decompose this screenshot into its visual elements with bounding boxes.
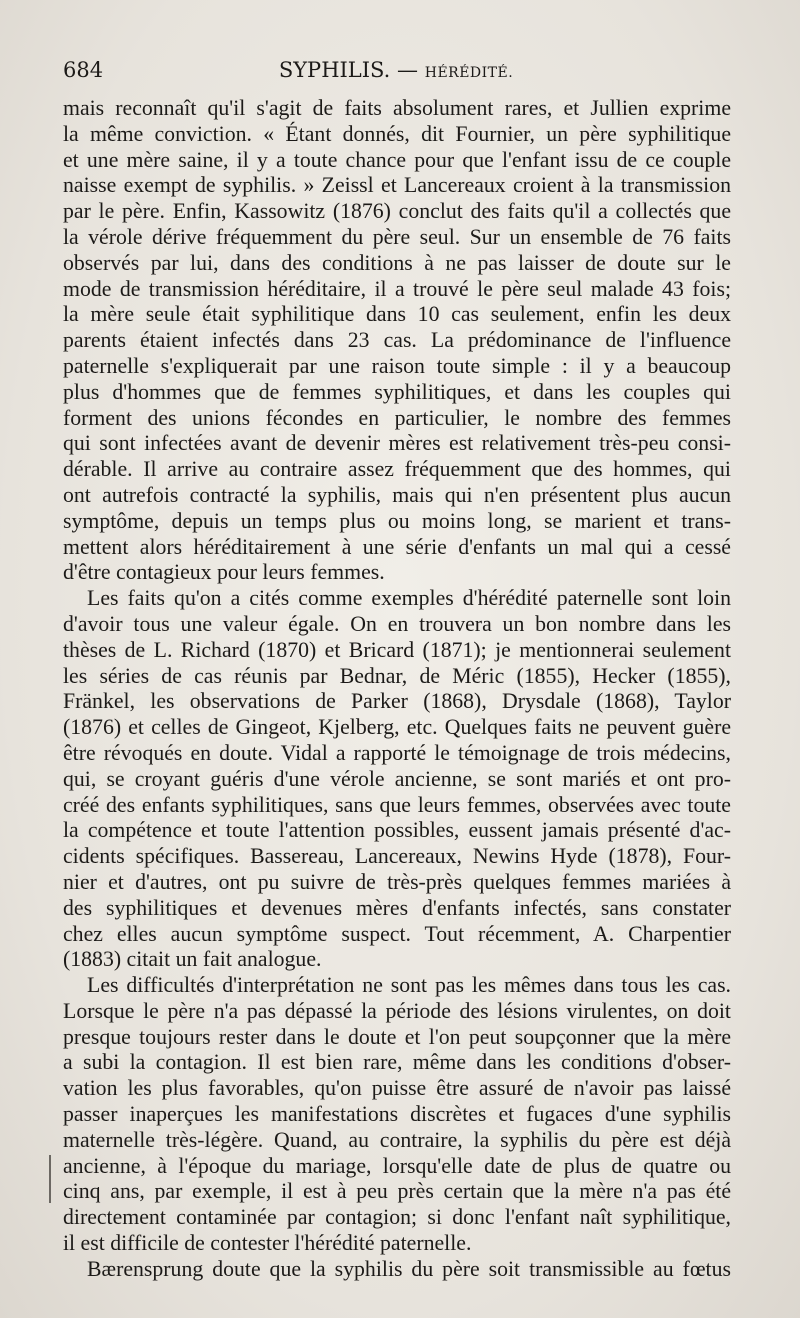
text-line: presque toujours rester dans le doute et l'on peut soupçonner que la mère bbox=[63, 1024, 731, 1049]
text-line: et une mère saine, il y a toute chance pour que l'enfant issu de ce couple bbox=[63, 147, 731, 172]
text-line: symptôme, depuis un temps plus ou moins long, se marient et trans- bbox=[63, 508, 731, 533]
text-line: cidents spécifiques. Bassereau, Lancereaux, Newins Hyde (1878), Four- bbox=[63, 844, 731, 869]
text-line: la vérole dérive fréquemment du père seul. Sur un ensemble de 76 faits bbox=[63, 224, 731, 249]
text-line: paternelle s'expliquerait par une raison toute simple : il y a beaucoup bbox=[63, 353, 731, 378]
text-line: la mère seule était syphilitique dans 10 cas seulement, enfin les deux bbox=[63, 302, 731, 327]
text-line: plus d'hommes que de femmes syphilitiques, et dans les couples qui bbox=[63, 379, 731, 404]
text-line: ancienne, à l'époque du mariage, lorsqu'elle date de plus de quatre ou bbox=[63, 1153, 731, 1178]
running-title-separator: — bbox=[397, 58, 419, 82]
text-line: la compétence et toute l'attention possibles, eussent jamais présenté d'ac- bbox=[63, 818, 731, 843]
text-line: dérable. Il arrive au contraire assez fréquemment que des hommes, qui bbox=[63, 457, 731, 482]
paragraph bbox=[63, 973, 731, 1257]
page-number: 684 bbox=[63, 58, 104, 82]
text-line: des syphilitiques et devenues mères d'enfants infectés, sans constater bbox=[63, 895, 731, 920]
text-line: Les faits qu'on a cités comme exemples d'hérédité paternelle sont loin bbox=[87, 586, 731, 611]
text-line: directement contaminée par contagion; si donc l'enfant naît syphilitique, bbox=[63, 1205, 731, 1230]
text-line: parents étaient infectés dans 23 cas. La prédominance de l'influence bbox=[63, 328, 731, 353]
text-line: mode de transmission héréditaire, il a trouvé le père seul malade 43 fois; bbox=[63, 276, 731, 301]
text-line: thèses de L. Richard (1870) et Bricard (1871); je mentionnerai seulement bbox=[63, 637, 731, 662]
running-title-text: SYPHILIS. bbox=[278, 58, 391, 82]
text-line: naisse exempt de syphilis. » Zeissl et Lancereaux croient à la transmission bbox=[63, 173, 731, 198]
text-line: être révoqués en doute. Vidal a rapporté le témoignage de trois médecins, bbox=[63, 740, 731, 765]
text-line: qui sont infectées avant de devenir mères est relativement très-peu consi- bbox=[63, 431, 731, 456]
text-line: ont autrefois contracté la syphilis, mais qui n'en présentent plus aucun bbox=[63, 482, 731, 507]
margin-pencil-mark bbox=[49, 1155, 51, 1203]
text-line: Bærensprung doute que la syphilis du père soit transmissible au fœtus bbox=[87, 1256, 731, 1281]
text-line: chez elles aucun symptôme suspect. Tout récemment, A. Charpentier bbox=[63, 921, 731, 946]
running-title bbox=[63, 58, 729, 82]
text-line: vation les plus favorables, qu'on puisse être assuré de n'avoir pas laissé bbox=[63, 1076, 731, 1101]
running-title-section: HÉRÉDITÉ. bbox=[424, 65, 514, 81]
text-line: (1876) et celles de Gingeot, Kjelberg, etc. Quelques faits ne peuvent guère bbox=[63, 715, 731, 740]
text-line: observés par lui, dans des conditions à ne pas laisser de doute sur le bbox=[63, 250, 731, 275]
text-line: nier et d'autres, ont pu suivre de très-près quelques femmes mariées à bbox=[63, 869, 731, 894]
text-line: passer inaperçues les manifestations discrètes et fugaces d'une syphilis bbox=[63, 1102, 731, 1127]
body-text bbox=[63, 96, 731, 1283]
paragraph bbox=[63, 1257, 731, 1283]
text-line: d'avoir tous une valeur égale. On en trouvera un bon nombre dans les bbox=[63, 611, 731, 636]
text-line: Lorsque le père n'a pas dépassé la période des lésions virulentes, on doit bbox=[63, 998, 731, 1023]
text-line: il est difficile de contester l'hérédité paternelle. bbox=[63, 1231, 472, 1256]
paragraph bbox=[63, 96, 731, 586]
text-line: Les difficultés d'interprétation ne sont pas les mêmes dans tous les cas. bbox=[87, 973, 731, 998]
paragraph bbox=[63, 586, 731, 973]
text-line: la même conviction. « Étant donnés, dit Fournier, un père syphilitique bbox=[63, 121, 731, 146]
text-line: Fränkel, les observations de Parker (1868), Drysdale (1868), Taylor bbox=[63, 689, 731, 714]
text-line: mettent alors héréditairement à une série d'enfants un mal qui a cessé bbox=[63, 534, 731, 559]
page-header bbox=[63, 58, 729, 88]
text-line: mais reconnaît qu'il s'agit de faits absolument rares, et Jullien exprime bbox=[63, 96, 731, 120]
text-line: a subi la contagion. Il est bien rare, même dans les conditions d'obser- bbox=[63, 1050, 731, 1075]
text-line: cinq ans, par exemple, il est à peu près certain que la mère n'a pas été bbox=[63, 1179, 731, 1204]
text-line: (1883) citait un fait analogue. bbox=[63, 947, 322, 972]
text-line: par le père. Enfin, Kassowitz (1876) conclut des faits qu'il a collectés que bbox=[63, 199, 731, 224]
text-line: d'être contagieux pour leurs femmes. bbox=[63, 560, 385, 585]
text-line: créé des enfants syphilitiques, sans que leurs femmes, observées avec toute bbox=[63, 792, 731, 817]
text-line: qui, se croyant guéris d'une vérole ancienne, se sont mariés et ont pro- bbox=[63, 766, 731, 791]
text-line: maternelle très-légère. Quand, au contraire, la syphilis du père est déjà bbox=[63, 1127, 731, 1152]
text-line: forment des unions fécondes en particulier, le nombre des femmes bbox=[63, 405, 731, 430]
text-line: les séries de cas réunis par Bednar, de Méric (1855), Hecker (1855), bbox=[63, 663, 731, 688]
